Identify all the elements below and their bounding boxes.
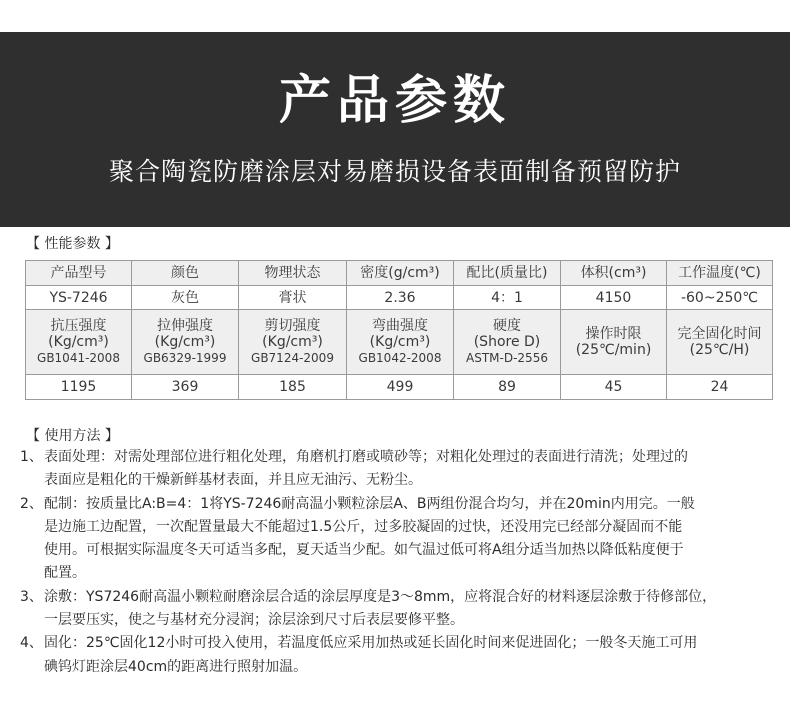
header-banner	[0, 32, 790, 227]
table-header-cell: 体积(cm³)	[561, 261, 667, 286]
table-cell: YS-7246	[26, 286, 132, 310]
table-header-cell	[347, 310, 454, 375]
table-header-cell: 颜色	[132, 261, 239, 286]
usage-list	[20, 446, 785, 679]
page-subtitle: 聚合陶瓷防磨涂层对易磨损设备表面制备预留防护	[108, 157, 681, 186]
header-standard: GB6329-1999	[143, 351, 227, 365]
header-unit: (Kg/cm³)	[369, 334, 431, 350]
step-line: 配制：按质量比A:B=4：1将YS-7246耐高温小颗粒涂层A、B两组份混合均匀，并在20min内用完。一般	[44, 495, 695, 512]
table-header-cell: 产品型号	[26, 261, 132, 286]
step-line: 使用。可根据实际温度冬天可适当多配，夏天适当少配。如气温过低可将A组分适当加热以降低粘度便于	[44, 542, 684, 559]
header-name: 拉伸强度	[157, 318, 213, 334]
table-header-row	[26, 261, 773, 286]
top-margin	[0, 0, 790, 32]
performance-table	[25, 260, 773, 400]
table-row	[26, 286, 773, 310]
header-unit: (Kg/cm³)	[48, 334, 109, 350]
table-cell: 1195	[26, 375, 132, 400]
table-cell: -60~250℃	[667, 286, 773, 310]
header-unit: (25℃/H)	[689, 342, 750, 358]
header-name: 操作时限	[585, 326, 642, 342]
table-cell: 膏状	[239, 286, 347, 310]
header-name: 硬度	[493, 318, 521, 334]
table-cell: 灰色	[132, 286, 239, 310]
header-standard: ASTM-D-2556	[466, 351, 548, 365]
usage-step-curing	[20, 632, 785, 679]
step-number: 2、	[20, 495, 43, 512]
header-unit: (25℃/min)	[575, 342, 652, 358]
table-cell: 4150	[561, 286, 667, 310]
table-cell: 2.36	[347, 286, 454, 310]
table-header-cell: 密度(g/cm³)	[347, 261, 454, 286]
header-name: 剪切强度	[264, 318, 321, 334]
header-name: 弯曲强度	[372, 318, 428, 334]
table-header-cell	[667, 310, 773, 375]
table-header-row	[26, 310, 773, 375]
step-line: 固化：25℃固化12小时可投入使用，若温度低应采用加热或延长固化时间来促进固化；一般冬天施工可用	[44, 635, 698, 652]
table-cell: 369	[132, 375, 239, 400]
table-cell: 185	[239, 375, 347, 400]
performance-section-label: 【 性能参数 】	[26, 236, 119, 252]
step-number: 4、	[20, 635, 43, 652]
table-header-cell	[454, 310, 561, 375]
step-line: 一层要压实，使之与基材充分浸润；涂层涂到尺寸后表层要修平整。	[44, 612, 464, 629]
table-header-cell: 物理状态	[239, 261, 347, 286]
usage-step-mixing	[20, 493, 785, 586]
header-unit: (Kg/cm³)	[262, 334, 323, 350]
table-header-cell	[561, 310, 667, 375]
table-cell: 24	[667, 375, 773, 400]
table-header-cell	[132, 310, 239, 375]
header-standard: GB1041-2008	[37, 351, 120, 365]
header-name: 完全固化时间	[677, 326, 762, 342]
header-unit: (Shore D)	[473, 334, 541, 350]
step-number: 1、	[20, 449, 43, 465]
header-standard: GB7124-2009	[251, 351, 334, 365]
table-cell: 45	[561, 375, 667, 400]
step-line: 碘钨灯距涂层40cm的距离进行照射加温。	[44, 658, 308, 675]
table-cell: 4：1	[454, 286, 561, 310]
table-header-cell: 工作温度(℃)	[667, 261, 773, 286]
step-line: 表面处理：对需处理部位进行粗化处理，角磨机打磨或喷砂等；对粗化处理过的表面进行清洗；处理过的	[44, 449, 688, 465]
table-header-cell	[239, 310, 347, 375]
page-title: 产品参数	[278, 71, 511, 131]
usage-step-coating	[20, 586, 785, 633]
table-header-cell	[26, 310, 132, 375]
step-number: 3、	[20, 588, 43, 605]
step-line: 是边施工边配置，一次配置量最大不能超过1.5公斤，过多胶凝固的过快，还没用完已经部分凝固而不能	[44, 518, 683, 535]
table-cell: 499	[347, 375, 454, 400]
usage-step-surface	[20, 446, 785, 493]
header-name: 抗压强度	[50, 318, 107, 334]
table-row	[26, 375, 773, 400]
table-header-cell: 配比(质量比)	[454, 261, 561, 286]
header-unit: (Kg/cm³)	[154, 334, 216, 350]
step-line: 涂敷：YS7246耐高温小颗粒耐磨涂层合适的涂层厚度是3～8mm，应将混合好的材料逐层涂敷于待修部位，	[44, 588, 717, 605]
usage-section-label: 【 使用方法 】	[26, 428, 119, 444]
step-line: 表面应是粗化的干燥新鲜基材表面，并且应无油污、无粉尘。	[44, 472, 422, 489]
step-line: 配置。	[44, 565, 86, 582]
header-standard: GB1042-2008	[358, 351, 442, 365]
table-cell: 89	[454, 375, 561, 400]
